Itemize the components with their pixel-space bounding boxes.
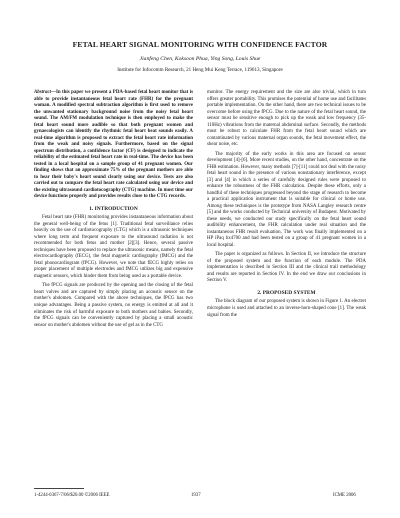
introduction-heading: 1. INTRODUCTION [89,205,138,212]
page-number: 1937 [191,493,201,498]
abstract-paragraph: Abstract—In this paper we present a PDA-based fetal heart monitor that is able to provide instantaneous fetal heart rate (FHR) for the pregnant woman. A modified spectral subtraction algorithm is first used to remove the unwanted stationary background noise from the noisy fetal heart sound. The AM/FM modulation technique is then employed to make the fetal heart sound more audible so that both pregnant women and gynaecologists can identify the rhythmic fetal heart beat sounds easily. A real-time algorithm is proposed to extract the fetal heart rate information from the weak and noisy signals. Furthermore, based on the signal spectrum distribution, a confidence factor (CF) is designed to indicate the reliability of the estimated fetal heart rate in real-time. The device has been tested in a local hospital on a sample group of 41 pregnant women. Our finding shows that an approximate 75% of the pregnant mothers are able to hear their baby's heart sound clearly using our device. Tests are also carried out to compare the fetal heart rate calculated using our device and the existing ultrasound cardiotocography (CTG) machine. In most time our device functions properly and provides results close to the CTG records. [34,90,193,200]
introduction-paragraph-2: The fPCG signals are produced by the opening and the closing of the fetal heart valves and are captured by simply placing an acoustic sensor on the mother's abdomen. Compared with the above techniques, the fPCG has two unique advantages. Being a passive system, no energy is emitted at all and it eliminates the risk of harmful exposure to both mothers and babies. Secondly, the fPCG signals can be conveniently captured by placing a small acoustic sensor on mother's abdomen without the use of gel as in the CTG [34,283,193,328]
paper-affiliation: Institute for Infocomm Research, 21 Heng Mui Keng Terrace, 119613, Singapore [117,67,283,73]
left-column [34,90,193,329]
right-paragraph-2: The majority of the early works in this area are focused on sensor development [4]-[6]. More recent studies, on the other hand, concentrate on the FHR estimation. However, many methods [7]-[11] could not deal with the noisy fetal heart sound in the presence of various nonstationary interference, except [3] and [4] in which a series of carefully designed rules were proposed to enhance the robustness of the FHR calculation. Despite these efforts, only a handful of these techniques progressed beyond the stage of research to become a practical application instrument that is suitable for clinical or home use. Among these techniques is the prototype from NASA Langley research centre [5] and the works conducted by Technical university of Budapest. Motivated by these needs, we conducted our study specifically on the fetal heart sound audibility enhancement, the FHR calculation under real situation and the instantaneous FHR result evaluation. The work was finally implemented on a HP iPaq hx4700 and had been tested on a group of 41 pregnant women in a local hospital. [207,151,366,248]
footer-copyright: 1-4244-0367-7/06/$20.00 ©2006 IEEE [34,493,110,498]
right-paragraph-1: monitor. The energy requirement and the size are also trivial, which in turn offers greater portability. This promises the potential of home use and facilitates portable implementation. On the other hand, there are two technical issues to be overcome before using the fPCG. Due to the nature of the fetal heart sound, the sensor must be sensitive enough to pick up the weak and low frequency (35-110Hz) vibrations from the maternal abdominal surface. Secondly, the methods must be robust to calculate FHR from the fetal heart sound which are contaminated by various maternal organ sounds, the fetal movement effect, the shear noise, etc. [207,90,366,148]
right-column [207,90,366,319]
footer-rule [34,488,84,489]
paper-title: FETAL HEART SIGNAL MONITORING WITH CONFIDENCE FACTOR [72,40,328,49]
conference-name: ICME 2006 [333,493,356,498]
paper-authors: Jianfeng Chen, Koksoon Phua, Ying Song, Louis Shue [139,56,261,62]
abstract-text: In this paper we present a PDA-based fetal heart monitor that is able to provide instantaneous fetal heart rate (FHR) for the pregnant woman. A modified spectral subtraction algorithm is first used to remove the unwanted stationary background noise from the noisy fetal heart sound. The AM/FM modulation technique is then employed to make the fetal heart sound more audible so that both pregnant women and gynaecologists can identify the rhythmic fetal heart beat sounds easily. A real-time algorithm is proposed to extract the fetal heart rate information from the weak and noisy signals. Furthermore, based on the signal spectrum distribution, a confidence factor (CF) is designed to indicate the reliability of the estimated fetal heart rate in real-time. The device has been tested in a local hospital on a sample group of 41 pregnant women. Our finding shows that an approximate 75% of the pregnant mothers are able to hear their baby's heart sound clearly using our device. Tests are also carried out to compare the fetal heart rate calculated using our device and the existing ultrasound cardiotocography (CTG) machine. In most time our device functions properly and provides results close to the CTG records. [34,90,193,200]
introduction-paragraph-1: Fetal heart rate (FHR) monitoring provides instantaneous information about the general well-being of the fetus [1]. Traditional fetal surveillance relies heavily on the use of cardiotocography (CTG) which is a ultrasonic techniques where long term and frequent exposure to the ultrasound radiation is not recommended for both fetus and mother [2][3]. Hence, several passive techniques have been proposed to replace the ultrasonic means, namely the fetal electrocardiography (fECG), the fetal magnetic cardiography (fMCG) and the fetal phonocardiogram (fPCG). However, we note that fECG highly relies on proper placement of multiple electrodes and fMCG utilizes big and expensive magnetic sensors, which hinder them from being used as a portable device. [34,215,193,279]
proposed-system-heading: 2. PROPOSED SYSTEM [257,289,316,296]
right-paragraph-3: The paper is organized as follows. In Section II, we introduce the structure of the proposed system and the function of each module. The PDA implementation is described in Section III and the clinical trail methodology and results are reported in Section IV. In the end we draw our conclusions in Section V. [207,252,366,284]
abstract-label: Abstract [34,90,52,95]
proposed-system-paragraph: The block diagram of our proposed system is shown in Figure 1. An electret microphone is used and attached to an inverse-horn-shaped cone [1]. The weak signal from the [207,299,366,318]
